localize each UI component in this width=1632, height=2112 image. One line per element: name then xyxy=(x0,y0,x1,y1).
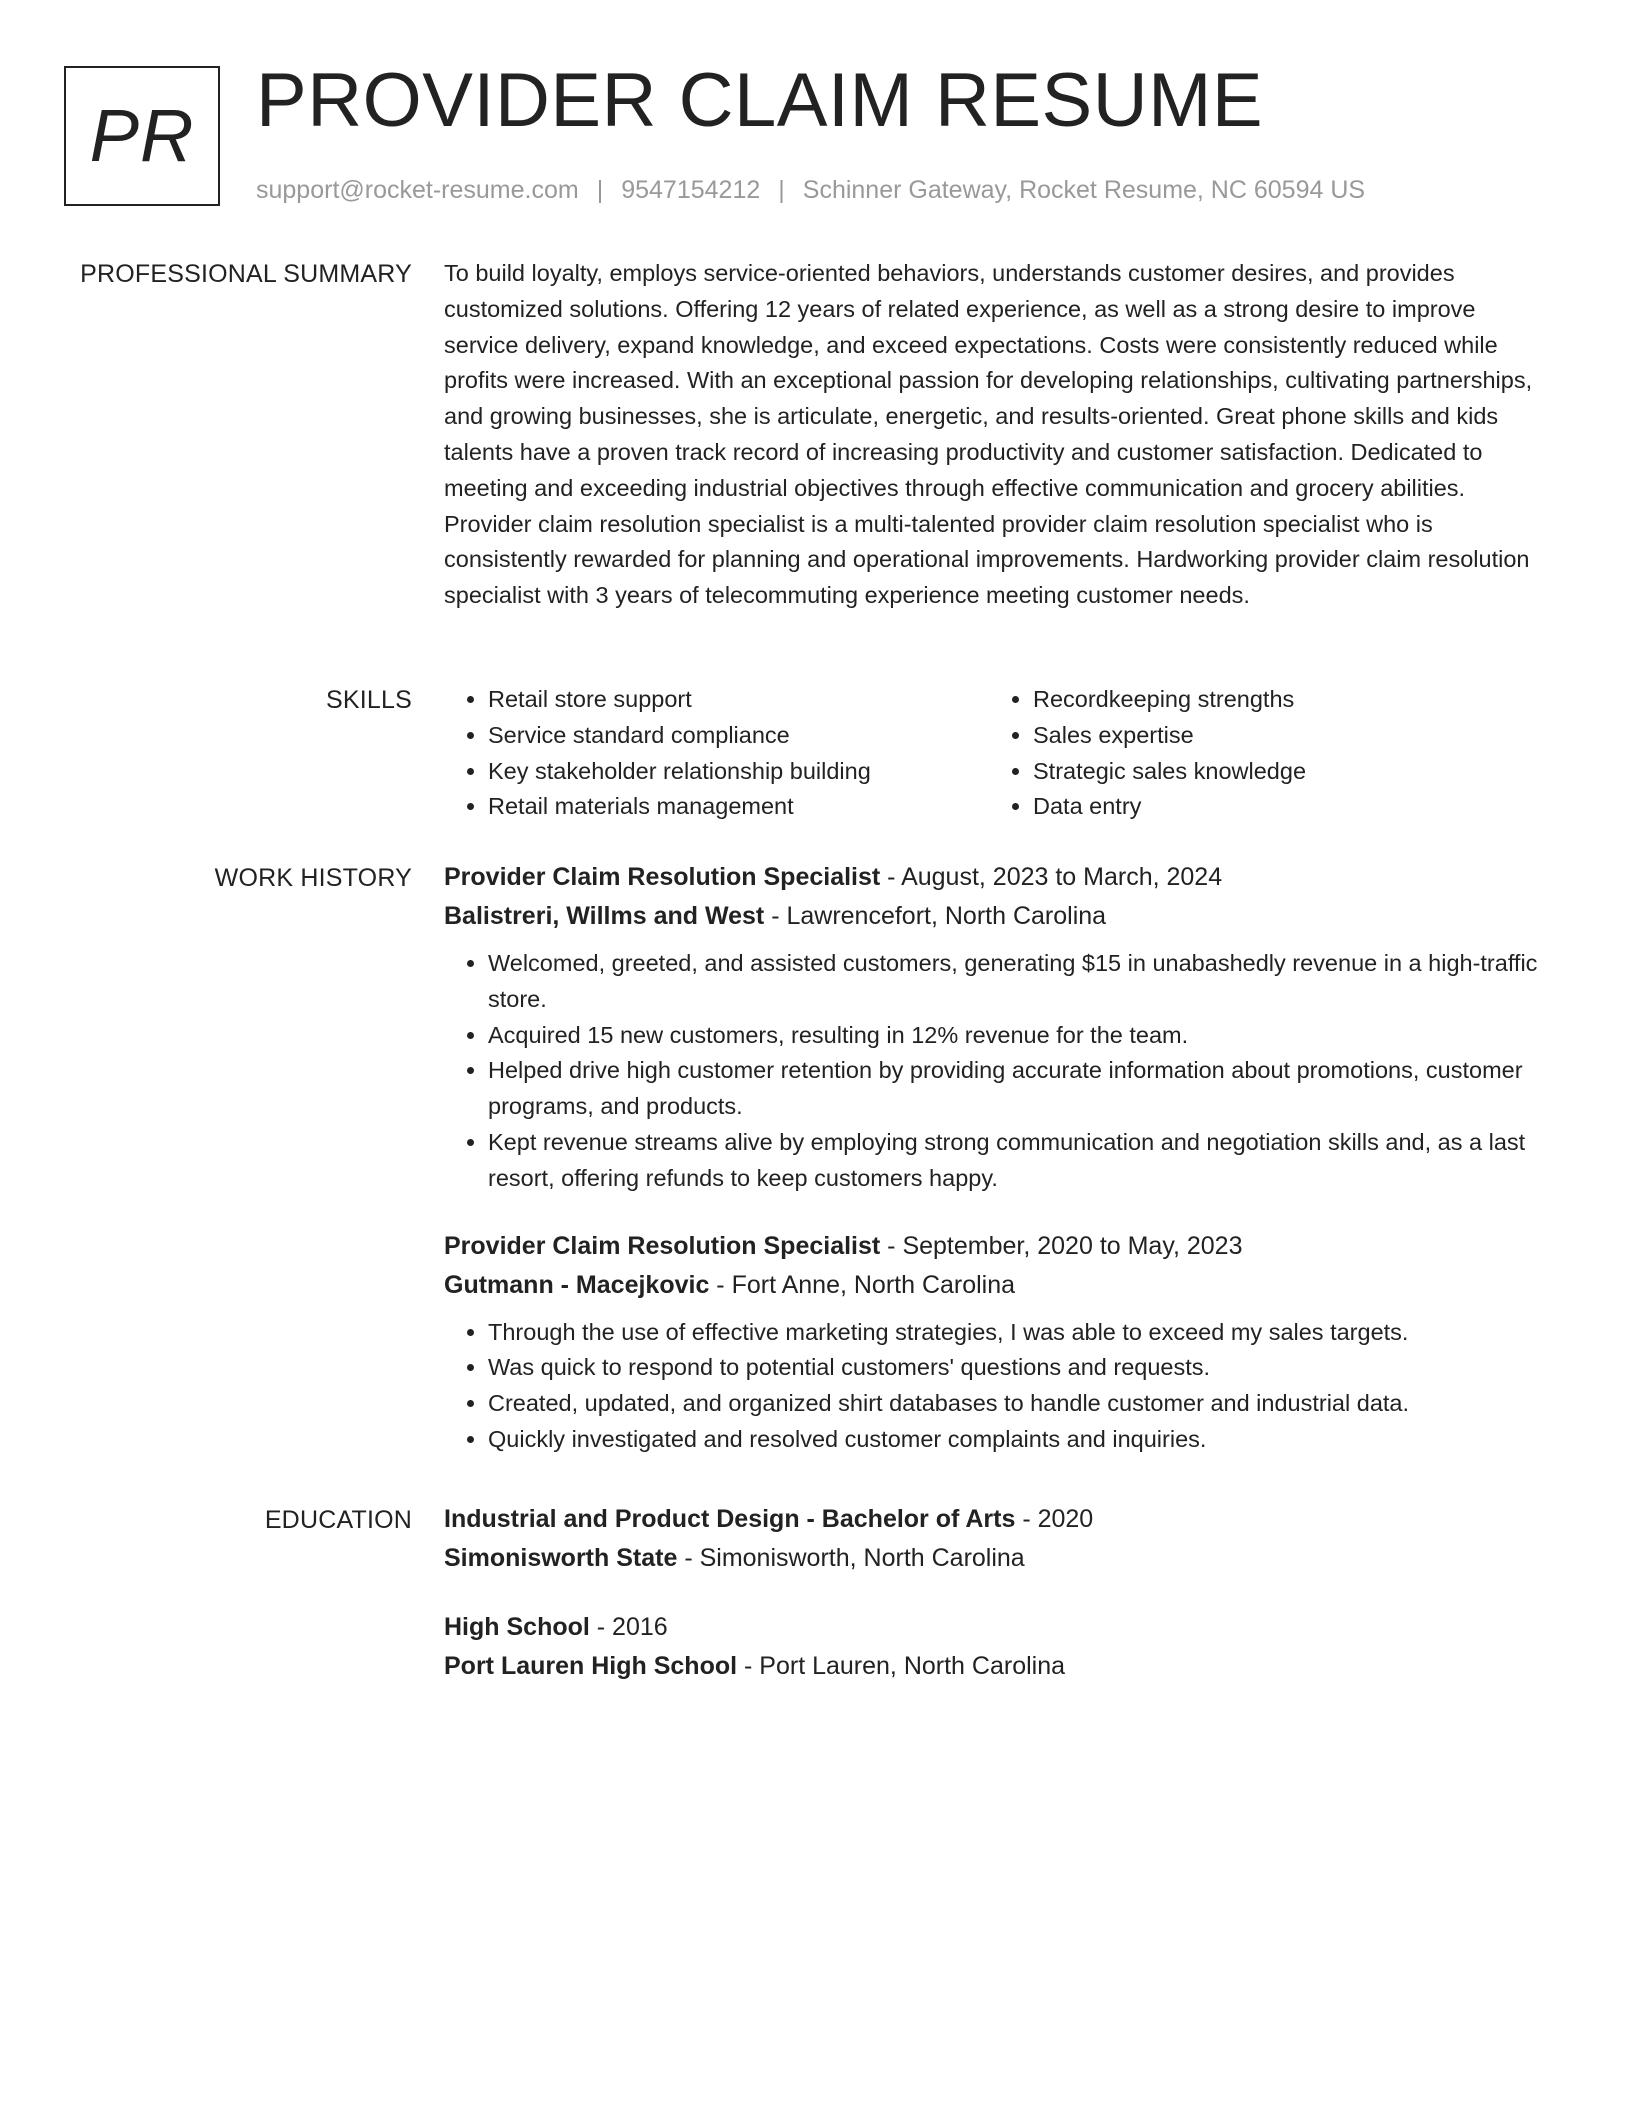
education-year: - 2016 xyxy=(589,1613,668,1641)
job-bullet-list xyxy=(444,946,1544,1197)
education-school: Port Lauren High School xyxy=(444,1652,738,1680)
contact-address: Schinner Gateway, Rocket Resume, NC 60594 US xyxy=(802,176,1366,204)
skills-body xyxy=(444,682,1544,825)
education-year: - 2020 xyxy=(1015,1505,1094,1533)
education-location: - Simonisworth, North Carolina xyxy=(677,1544,1025,1572)
education-entry xyxy=(444,1500,1544,1578)
job-dates: - September, 2020 to May, 2023 xyxy=(880,1231,1243,1260)
job-company-line xyxy=(444,897,1544,936)
education-location: - Port Lauren, North Carolina xyxy=(737,1652,1066,1680)
skill-item: • Service standard compliance xyxy=(488,718,989,754)
skill-item: • Data entry xyxy=(1033,789,1534,825)
contact-separator: | xyxy=(778,176,785,204)
job-bullet: • Was quick to respond to potential customers' questions and requests. xyxy=(488,1350,1544,1386)
job-role: Provider Claim Resolution Specialist xyxy=(444,1231,881,1260)
job-company-line xyxy=(444,1266,1544,1305)
summary-heading: PROFESSIONAL SUMMARY xyxy=(80,260,412,288)
job-bullet: • Quickly investigated and resolved customer complaints and inquiries. xyxy=(488,1422,1544,1458)
education-school-line xyxy=(444,1647,1544,1686)
education-degree: Industrial and Product Design - Bachelor of Arts xyxy=(444,1505,1016,1533)
education-degree-line xyxy=(444,1500,1544,1539)
job-bullet: • Welcomed, greeted, and assisted customers, generating $15 in unabashedly revenue in a high-traffic store. xyxy=(488,946,1544,1018)
work-history-heading: WORK HISTORY xyxy=(214,864,412,892)
contact-separator: | xyxy=(596,176,604,204)
job-title-line xyxy=(444,1227,1544,1266)
education-heading: EDUCATION xyxy=(264,1506,412,1534)
job-entry xyxy=(444,1227,1544,1458)
education-body xyxy=(444,1500,1544,1686)
job-dates: - August, 2023 to March, 2024 xyxy=(880,863,1223,891)
education-entry xyxy=(444,1608,1544,1686)
skills-heading: SKILLS xyxy=(326,686,412,714)
education-degree: High School xyxy=(444,1613,590,1641)
skill-item: • Retail store support xyxy=(488,682,989,718)
work-history-body xyxy=(444,858,1544,1458)
summary-text: To build loyalty, employs service-oriented behaviors, understands customer desires, and provides customized solutions. Offering 12 years of related experience, as well as a strong desire to improve service delivery, expand knowledge, and exceed expectations. Costs were consistently reduced while profits were increased. With an exceptional passion for developing relationships, cultivating partnerships, and growing businesses, she is articulate, energetic, and results-oriented. Great phone skills and kids talents have a proven track record of increasing productivity and customer satisfaction. Dedicated to meeting and exceeding industrial objectives through effective communication and grocery abilities. Provider claim resolution specialist is a multi-talented provider claim resolution specialist who is consistently rewarded for planning and operational improvements. Hardworking provider claim resolution specialist with 3 years of telecommuting experience meeting customer needs. xyxy=(444,260,1533,609)
job-bullet-list xyxy=(444,1315,1544,1458)
skill-item: • Key stakeholder relationship building xyxy=(488,754,989,790)
job-bullet: • Through the use of effective marketing strategies, I was able to exceed my sales targets. xyxy=(488,1315,1544,1351)
monogram-initials: PR xyxy=(89,94,195,177)
job-location: - Lawrencefort, North Carolina xyxy=(764,902,1107,930)
job-entry xyxy=(444,858,1544,1197)
skill-item: • Sales expertise xyxy=(1033,718,1534,754)
job-location: - Fort Anne, North Carolina xyxy=(709,1270,1016,1299)
summary-body xyxy=(444,256,1544,614)
contact-email: support@rocket-resume.com xyxy=(256,176,579,204)
contact-phone: 9547154212 xyxy=(621,176,761,204)
job-bullet: • Kept revenue streams alive by employing strong communication and negotiation skills and, as a last resort, offering refunds to keep customers happy. xyxy=(488,1125,1544,1197)
job-company: Gutmann - Macejkovic xyxy=(444,1270,710,1299)
job-role: Provider Claim Resolution Specialist xyxy=(444,863,881,891)
job-bullet: • Created, updated, and organized shirt databases to handle customer and industrial data. xyxy=(488,1386,1544,1422)
education-degree-line xyxy=(444,1608,1544,1647)
skill-item: • Recordkeeping strengths xyxy=(1033,682,1534,718)
education-school-line xyxy=(444,1539,1544,1578)
skill-item: • Retail materials management xyxy=(488,789,989,825)
job-title-line xyxy=(444,858,1544,897)
education-school: Simonisworth State xyxy=(444,1544,678,1572)
job-company: Balistreri, Willms and West xyxy=(444,902,765,930)
skill-item: • Strategic sales knowledge xyxy=(1033,754,1534,790)
job-bullet: • Acquired 15 new customers, resulting in 12% revenue for the team. xyxy=(488,1018,1544,1054)
job-bullet: • Helped drive high customer retention by providing accurate information about promotions, customer programs, and products. xyxy=(488,1053,1544,1125)
contact-line xyxy=(256,174,1365,206)
skills-column-left xyxy=(444,682,989,825)
skills-column-right xyxy=(989,682,1534,825)
resume-title: PROVIDER CLAIM RESUME xyxy=(256,58,1264,143)
monogram-box xyxy=(64,66,220,206)
